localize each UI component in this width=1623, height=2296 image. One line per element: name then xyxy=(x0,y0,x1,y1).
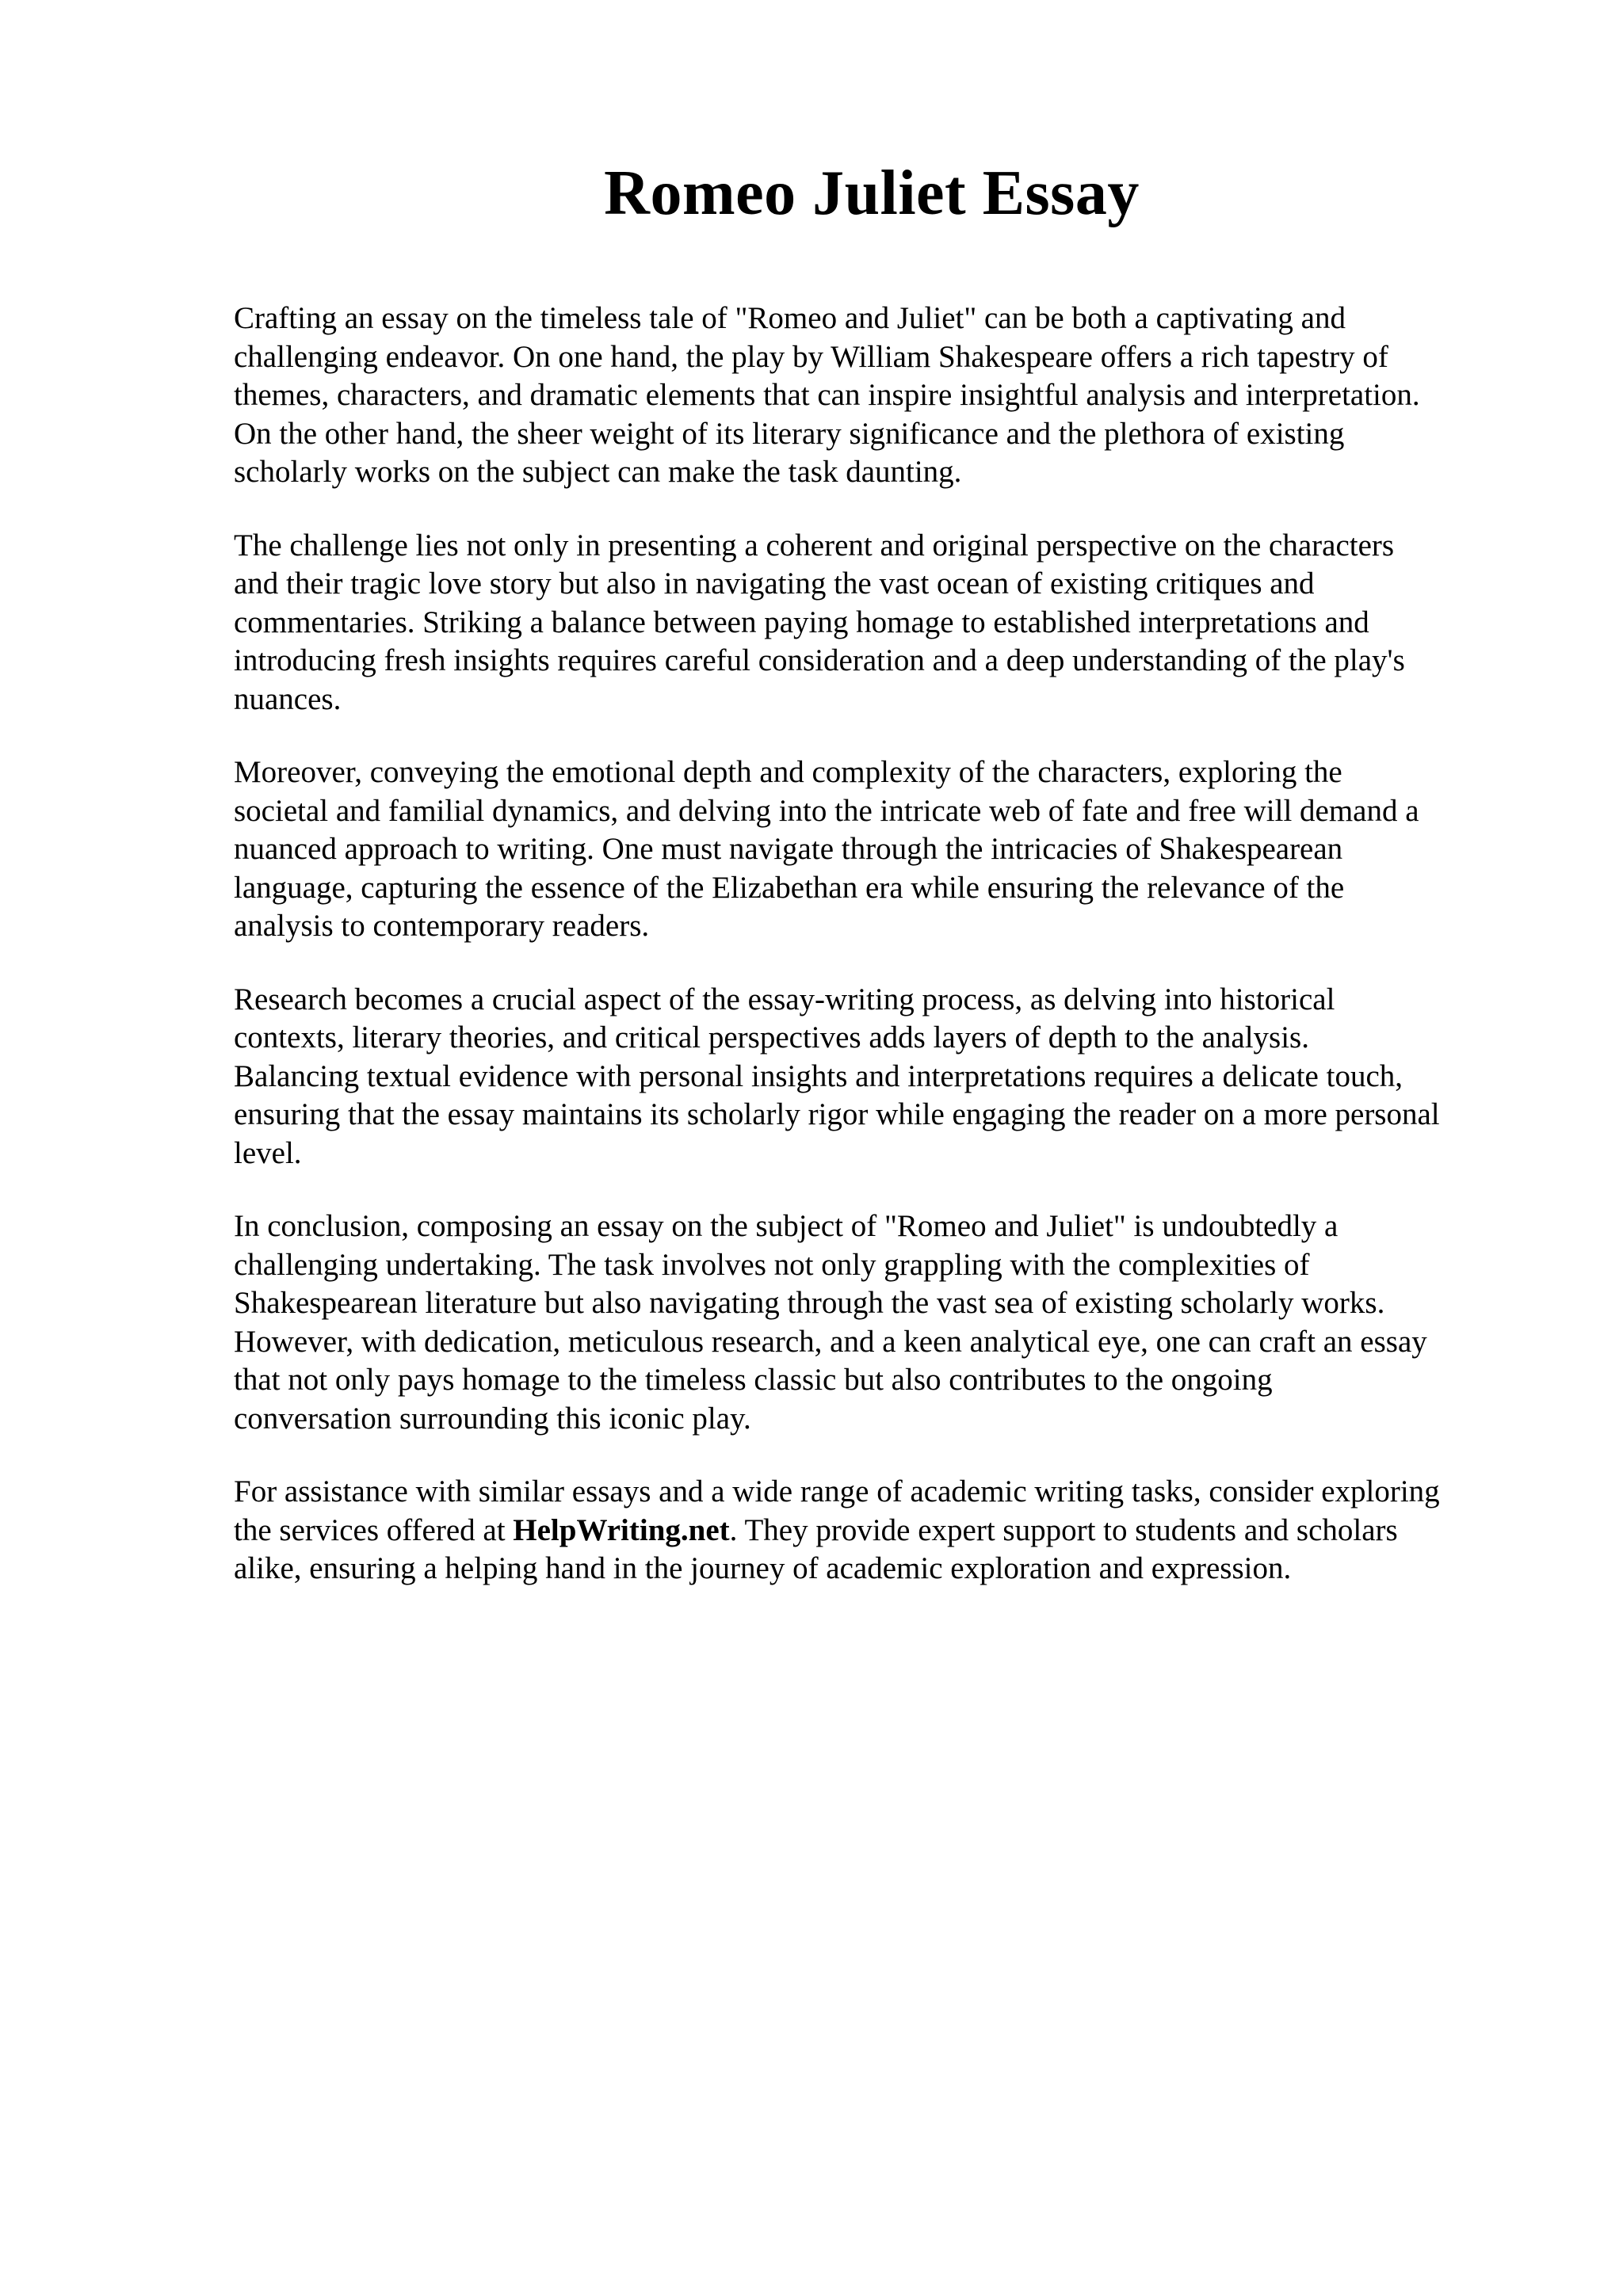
text-line: commentaries. Striking a balance between paying homage to established interpretations and xyxy=(234,605,1369,639)
text-line: Research becomes a crucial aspect of the essay-writing process, as delving into historical xyxy=(234,982,1335,1016)
text-line: nuanced approach to writing. One must navigate through the intricacies of Shakespearean xyxy=(234,832,1343,866)
text-line: alike, ensuring a helping hand in the journey of academic exploration and expression. xyxy=(234,1551,1292,1585)
text-line: conversation surrounding this iconic play. xyxy=(234,1401,751,1436)
closing-text-after-link: . They provide expert support to students and scholars xyxy=(729,1512,1398,1547)
text-line: societal and familial dynamics, and delving into the intricate web of fate and free will demand a xyxy=(234,793,1419,828)
text-line: introducing fresh insights requires careful consideration and a deep understanding of the play's xyxy=(234,643,1405,677)
text-line: On the other hand, the sheer weight of its literary significance and the plethora of existing xyxy=(234,416,1345,451)
helpwriting-link[interactable]: HelpWriting.net xyxy=(513,1512,730,1547)
text-line: analysis to contemporary readers. xyxy=(234,909,650,943)
text-line: and their tragic love story but also in navigating the vast ocean of existing critiques and xyxy=(234,566,1315,601)
text-line: challenging undertaking. The task involves not only grappling with the complexities of xyxy=(234,1247,1310,1282)
text-line: Moreover, conveying the emotional depth and complexity of the characters, exploring the xyxy=(234,755,1342,789)
paragraph-4 xyxy=(234,981,1541,1173)
text-line: However, with dedication, meticulous research, and a keen analytical eye, one can craft an essay xyxy=(234,1324,1427,1359)
text-line: themes, characters, and dramatic elements that can inspire insightful analysis and interpretation. xyxy=(234,378,1420,412)
paragraph-5 xyxy=(234,1207,1541,1438)
text-line: level. xyxy=(234,1135,302,1170)
text-line: For assistance with similar essays and a wide range of academic writing tasks, consider exploring xyxy=(234,1474,1440,1508)
text-line: Shakespearean literature but also navigating through the vast sea of existing scholarly works. xyxy=(234,1286,1385,1320)
text-line xyxy=(234,1512,1541,1550)
text-line: Balancing textual evidence with personal insights and interpretations requires a delicate touch, xyxy=(234,1058,1403,1093)
paragraph-2 xyxy=(234,527,1541,719)
text-line: nuances. xyxy=(234,681,342,716)
text-line: challenging endeavor. On one hand, the play by William Shakespeare offers a rich tapestry of xyxy=(234,339,1388,374)
text-line: The challenge lies not only in presenting a coherent and original perspective on the characters xyxy=(234,528,1395,563)
document-title: Romeo Juliet Essay xyxy=(604,158,1140,228)
text-line: scholarly works on the subject can make the task daunting. xyxy=(234,455,962,489)
text-line: contexts, literary theories, and critical perspectives adds layers of depth to the analysis. xyxy=(234,1020,1309,1055)
text-line: that not only pays homage to the timeless classic but also contributes to the ongoing xyxy=(234,1363,1273,1397)
closing-text-before-link: the services offered at xyxy=(234,1512,514,1547)
text-line: In conclusion, composing an essay on the subject of "Romeo and Juliet" is undoubtedly a xyxy=(234,1209,1338,1243)
text-line: language, capturing the essence of the Elizabethan era while ensuring the relevance of the xyxy=(234,870,1345,905)
text-line: Crafting an essay on the timeless tale of "Romeo and Juliet" can be both a captivating and xyxy=(234,301,1346,335)
closing-paragraph xyxy=(234,1473,1541,1589)
paragraph-1 xyxy=(234,299,1541,492)
document-body xyxy=(234,299,1541,1623)
paragraph-3 xyxy=(234,753,1541,946)
text-line: ensuring that the essay maintains its scholarly rigor while engaging the reader on a more personal xyxy=(234,1097,1440,1131)
